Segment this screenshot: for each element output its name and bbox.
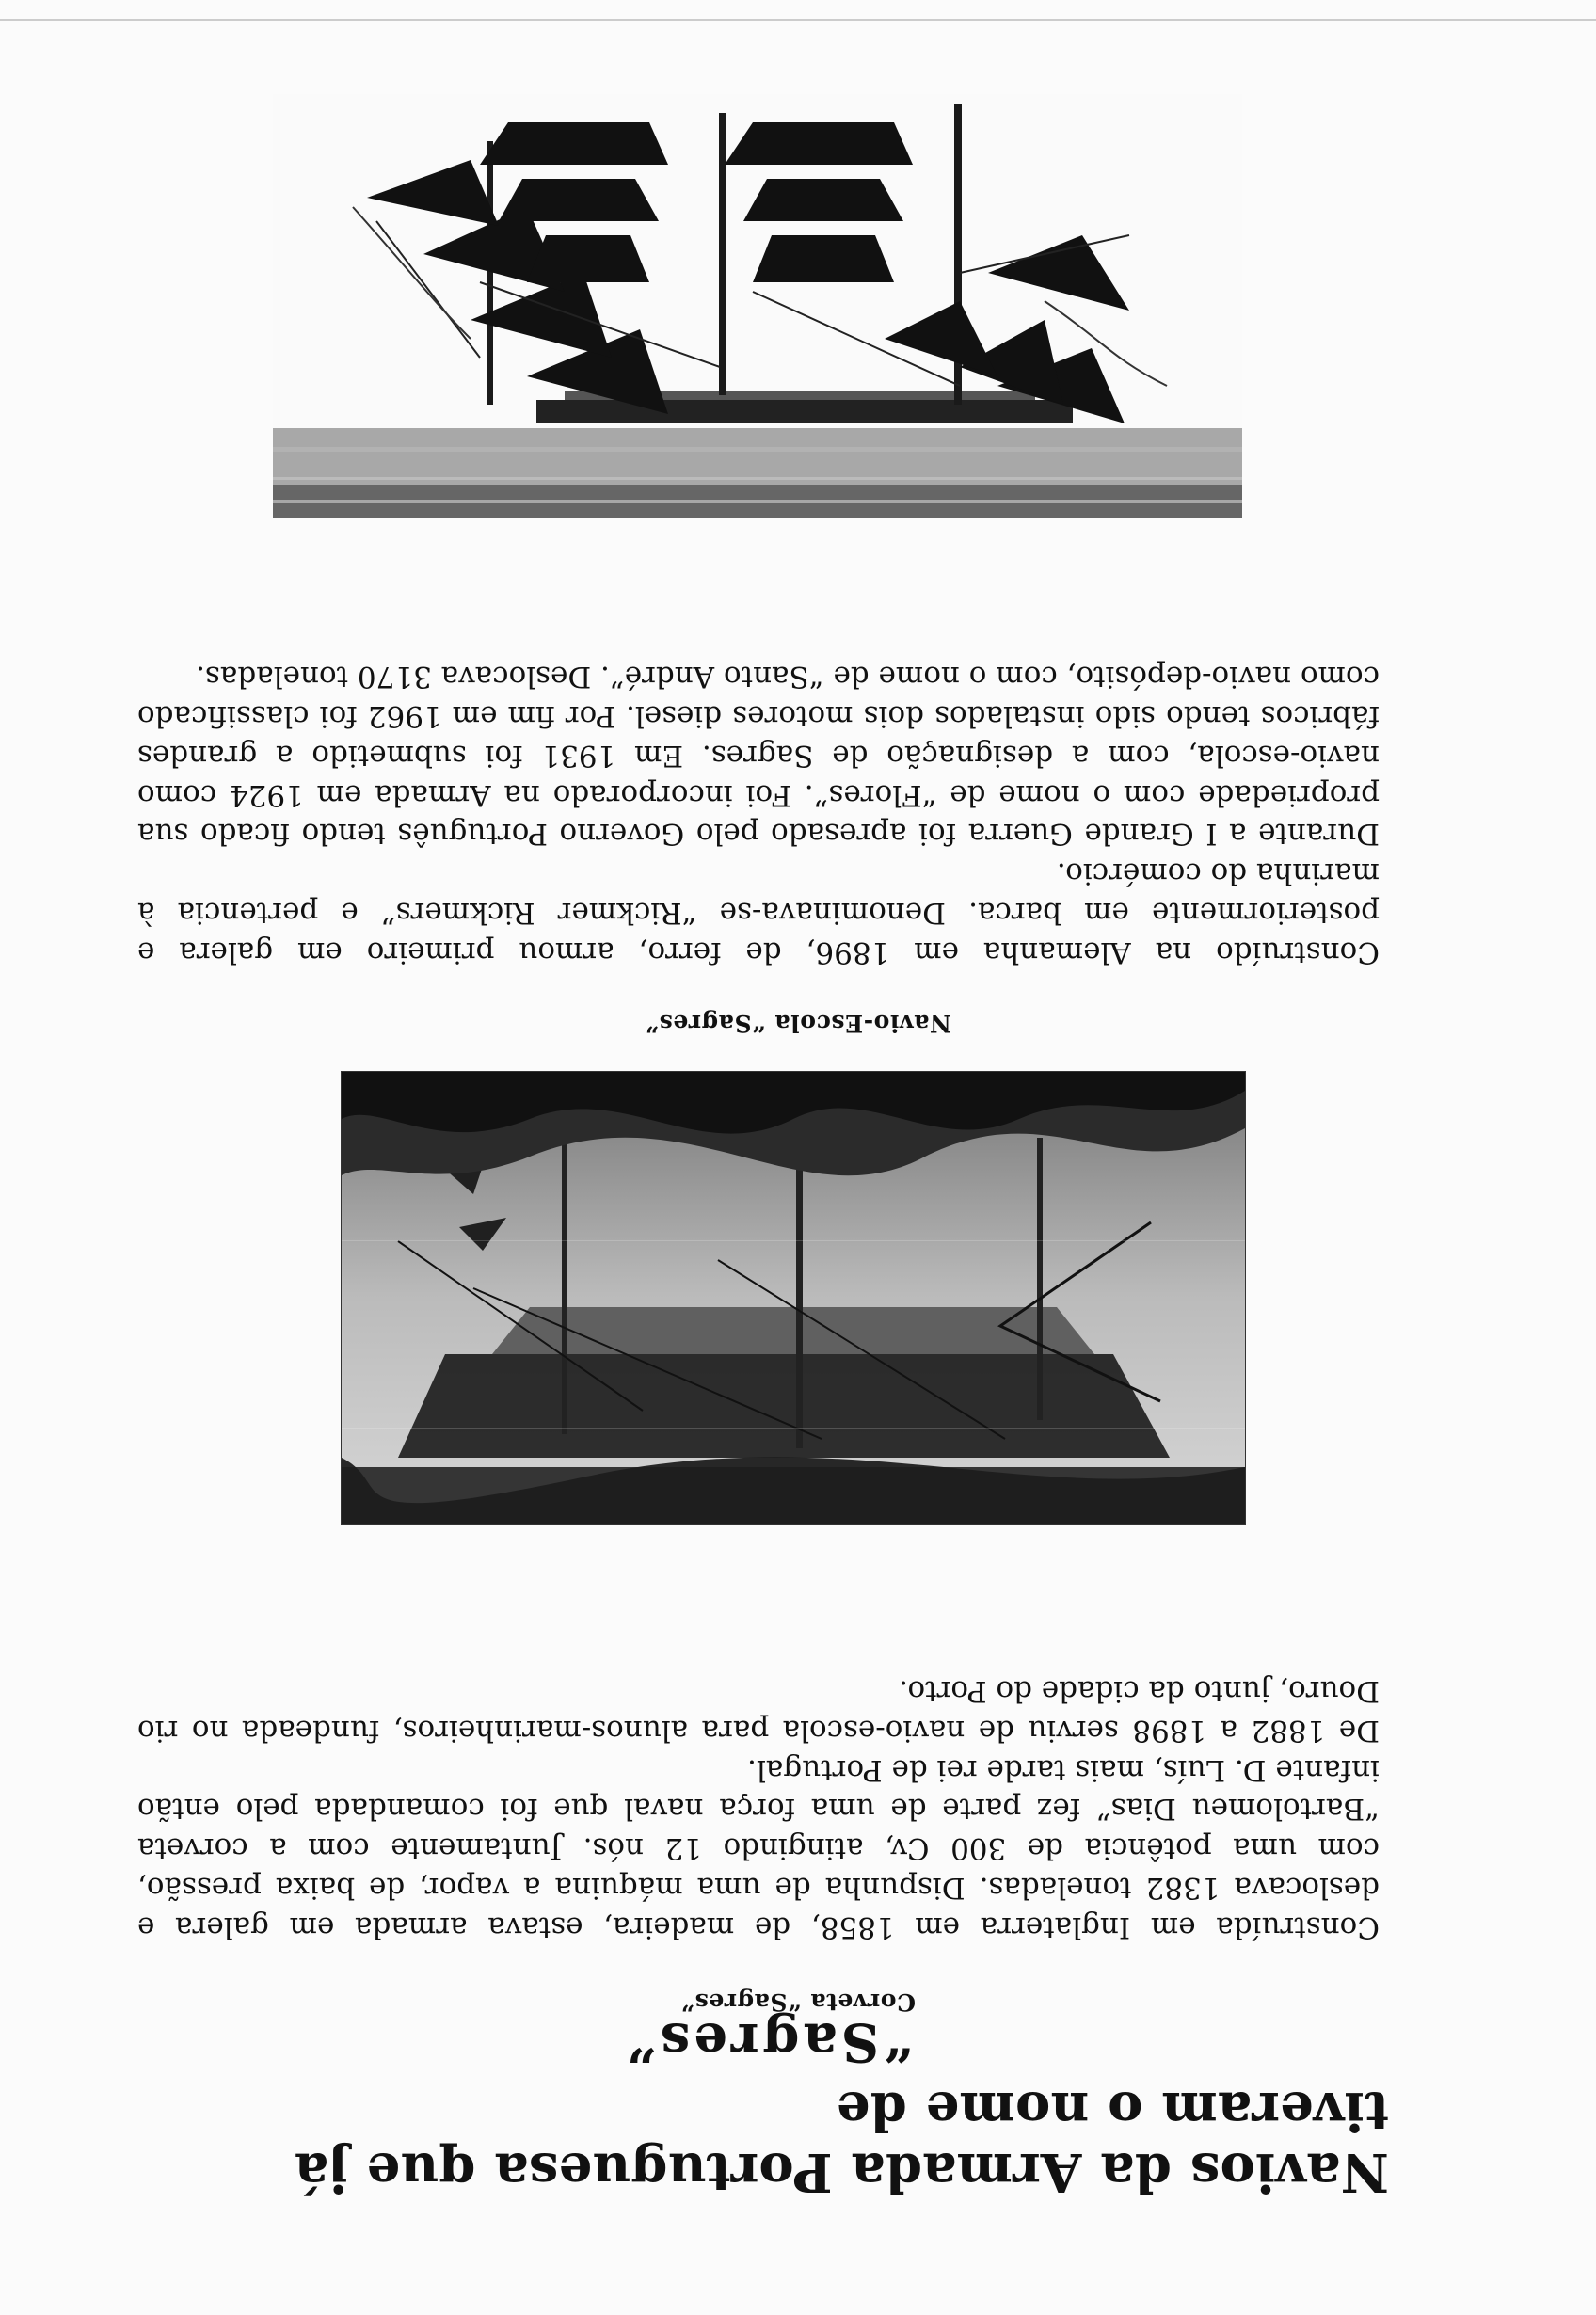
title-line-1: Navios da Armada Portuguesa que já tiveram o nome de (294, 2080, 1389, 2203)
title-line-2: “Sagres” (622, 2011, 914, 2074)
page-title (147, 2011, 1389, 2202)
paragraph-navio-escola: Construído na Alemanha em 1896, de ferro, armou primeiro em galera e posteriormente em barca. Denominava-se “Rickmer Rickmers” e pertencia à marinha do comércio. Durante a I Grande Guerra foi apresado pelo Governo Português tendo ficado sua propriedade com o nome de “Flores”. Foi incorporado na Armada em 1924 como navio-escola, com a designação de Sagres. Em 1931 foi submetido a grandes fábricos tendo sido instalados dois motores diesel. Por fim em 1962 foi classificado como navio-depósito, com o nome de “Santo André”. Deslocava 3170 toneladas. (137, 660, 1380, 969)
section-heading-navio-escola: Navio-Escola “Sagres” (645, 1010, 951, 1037)
paragraph-corveta: Construída em Inglaterra em 1858, de madeira, estava armada em galera e deslocava 1382 toneladas. Dispunha de uma máquina a vapor, de baixa pressão, com uma potência de 300 Cv, atingindo 12 nós. Juntamente com a corveta “Bartolomeu Dias” fez parte de uma força naval que foi comandada pelo então infante D. Luís, mais tarde rei de Portugal. De 1882 a 1898 serviu de navio-escola para alunos-marinheiros, fundeada no rio Douro, junto da cidade do Porto. (137, 1673, 1380, 1944)
ship-photo-illustration (342, 1072, 1245, 1524)
photo-navio-escola-sagres (273, 94, 1242, 518)
sailing-ship-illustration (273, 94, 1242, 518)
section-heading-corveta: Corveta “Sagres” (680, 1988, 916, 2016)
photo-corveta-sagres (341, 1071, 1246, 1525)
bottom-rule (0, 19, 1596, 21)
